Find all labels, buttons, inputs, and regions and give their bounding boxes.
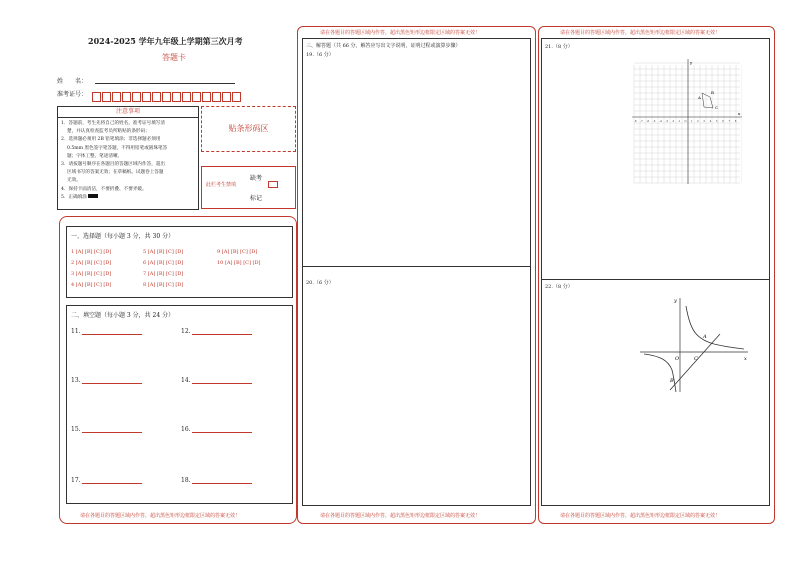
fill-item[interactable] <box>71 377 142 384</box>
x-tick-label: 7 <box>728 120 731 123</box>
x-tick-label: 5 <box>715 120 718 123</box>
choice-item[interactable]: 4 [A] [B] [C] [D] <box>71 282 112 288</box>
coordinate-grid <box>632 59 742 184</box>
choice-heading: 一、选择题（每小题 3 分，共 30 分） <box>71 233 175 240</box>
fill-item[interactable] <box>71 328 142 335</box>
choice-item[interactable]: 1 [A] [B] [C] [D] <box>71 249 112 255</box>
fill-number: 13. <box>71 377 81 384</box>
x-tick-label: -6 <box>646 120 650 123</box>
note-line: 题；字体工整、笔迹清晰。 <box>67 153 123 159</box>
question-21: 21.（8 分） <box>545 44 573 50</box>
id-label: 准考证号： <box>57 91 88 98</box>
name-label: 姓 名： <box>57 78 88 85</box>
fill-item[interactable] <box>181 328 252 335</box>
x-tick-label: -8 <box>634 120 637 123</box>
fill-blank[interactable] <box>192 426 252 433</box>
x-tick-label: 3 <box>703 120 705 123</box>
barcode-area <box>201 106 296 152</box>
fill-number: 15. <box>71 426 81 433</box>
fill-number: 16. <box>181 426 191 433</box>
absent-box <box>201 166 296 209</box>
x-tick-label: -2 <box>671 120 675 123</box>
choice-item[interactable]: 6 [A] [B] [C] [D] <box>143 260 184 266</box>
x-tick-label: -3 <box>665 120 669 123</box>
fill-number: 12. <box>181 328 191 335</box>
choice-section <box>66 226 293 298</box>
absent-title: 缺考 <box>250 175 263 182</box>
notes-list <box>58 118 198 204</box>
fill-item[interactable] <box>181 477 252 484</box>
choice-item[interactable]: 2 [A] [B] [C] [D] <box>71 260 112 266</box>
x-tick-label: -5 <box>652 120 656 123</box>
question-20: 20.（6 分） <box>306 280 334 286</box>
notice-left-bottom: 请在各题目的答题区域内作答，超出黑色矩形边框限定区域的答案无效！ <box>80 513 241 519</box>
fill-item[interactable] <box>71 477 142 484</box>
notice-right-top: 请在各题目的答题区域内作答，超出黑色矩形边框限定区域的答案无效！ <box>560 30 721 36</box>
x-tick-labels <box>634 119 737 123</box>
note-line: 无效。 <box>67 178 81 184</box>
x-tick-label: -7 <box>640 120 643 123</box>
choice-item[interactable]: 7 [A] [B] [C] [D] <box>143 271 184 277</box>
point-a-label: A <box>698 95 701 100</box>
y-axis-label: y <box>690 60 693 65</box>
x-tick-label: 8 <box>734 120 737 123</box>
fill-blank[interactable] <box>82 328 142 335</box>
note-line: 0.5mm 黑色签字笔答题，不得用铅笔或圆珠笔答 <box>67 145 168 151</box>
divider <box>542 279 769 280</box>
question-22: 22.（8 分） <box>545 284 573 290</box>
note-line: 4．保持卡面清洁，不要折叠、不要弄破。 <box>61 186 147 192</box>
point-b-label: B <box>670 378 674 384</box>
x-tick-label: 1 <box>690 120 693 123</box>
x-tick-label: 2 <box>697 120 699 123</box>
fill-blank[interactable] <box>82 477 142 484</box>
notes-heading: 注意事项 <box>58 107 198 118</box>
choice-item[interactable]: 5 [A] [B] [C] [D] <box>143 249 184 255</box>
fill-number: 11. <box>71 328 81 335</box>
graph-section <box>541 38 770 506</box>
x-tick-label: -1 <box>678 120 681 123</box>
fill-number: 18. <box>181 477 191 484</box>
fill-blank[interactable] <box>82 377 142 384</box>
point-c-label: C <box>715 105 719 110</box>
x-tick-label: -4 <box>659 120 662 123</box>
filled-sample-mark <box>88 194 98 198</box>
point-b-label: B <box>711 90 714 95</box>
id-cells[interactable] <box>92 87 242 106</box>
x-tick-label: 6 <box>722 120 724 123</box>
name-field[interactable] <box>95 83 235 84</box>
x-tick-label: 4 <box>709 120 712 123</box>
fill-section <box>66 305 293 504</box>
fill-number: 17. <box>71 477 81 484</box>
hyperbola-branch-left <box>644 354 676 392</box>
note-line: 楚，并认真检查监考员所粘贴的条形码； <box>67 129 150 135</box>
exam-title: 2024-2025 学年九年级上学期第三次月考 <box>88 36 243 46</box>
divider <box>303 266 530 267</box>
question-19: 19.（6 分） <box>306 52 334 58</box>
point-a-label: A <box>703 334 707 340</box>
absent-mark-label: 标记 <box>250 195 263 202</box>
notice-middle-bottom: 请在各题目的答题区域内作答，超出黑色矩形边框限定区域的答案无效！ <box>320 513 481 519</box>
choice-item[interactable]: 3 [A] [B] [C] [D] <box>71 271 112 277</box>
choice-item[interactable]: 10 [A] [B] [C] [D] <box>217 260 261 266</box>
function-graph <box>640 294 750 394</box>
solve-section <box>302 38 531 506</box>
note-line: 3．请按题号顺序在各题目的答题区域内作答，超出 <box>61 162 165 168</box>
fill-heading: 二、填空题（每小题 3 分，共 24 分） <box>71 312 175 319</box>
barcode-label: 贴条形码区 <box>228 124 269 133</box>
fill-blank[interactable] <box>192 377 252 384</box>
fill-number: 14. <box>181 377 191 384</box>
fill-blank[interactable] <box>82 426 142 433</box>
choice-item[interactable]: 9 [A] [B] [C] [D] <box>217 249 258 255</box>
fill-item[interactable] <box>71 426 142 433</box>
point-c-label: C <box>694 356 698 362</box>
fill-item[interactable] <box>181 426 252 433</box>
note-line: 1．答题前，考生先将自己的姓名，准考证号填写清 <box>61 121 165 126</box>
line-through-ab <box>670 334 720 390</box>
y-axis-label: y <box>674 298 677 304</box>
note-line: 2．选择题必须用 2B 铅笔填涂；非选择题必须用 <box>61 137 161 143</box>
choice-item[interactable]: 8 [A] [B] [C] [D] <box>143 282 184 288</box>
fill-item[interactable] <box>181 377 252 384</box>
fill-blank[interactable] <box>192 328 252 335</box>
x-axis-label: x <box>738 111 741 116</box>
absent-warning: 此栏考生禁填 <box>206 182 237 188</box>
answer-card-subtitle: 答题卡 <box>162 53 186 62</box>
x-tick-label: O <box>684 120 687 123</box>
hyperbola-branch-right <box>686 306 744 349</box>
note-line: 区域书写的答案无效；在草稿纸、试题卷上答题 <box>67 170 164 176</box>
note-line <box>61 194 195 202</box>
note-line: 5．正确填涂 <box>61 194 87 200</box>
fill-blank[interactable] <box>192 477 252 484</box>
x-axis-label: x <box>744 356 747 362</box>
solve-heading: 三、解答题（共 66 分，解答应写出文字说明，证明过程或演算步骤） <box>306 43 461 49</box>
absent-checkbox[interactable] <box>268 181 278 188</box>
notes-box <box>57 106 199 210</box>
notice-middle-top: 请在各题目的答题区域内作答，超出黑色矩形边框限定区域的答案无效！ <box>320 30 481 36</box>
origin-label: O <box>675 356 680 362</box>
notice-right-bottom: 请在各题目的答题区域内作答，超出黑色矩形边框限定区域的答案无效！ <box>560 513 721 519</box>
triangle-abc <box>702 93 713 108</box>
